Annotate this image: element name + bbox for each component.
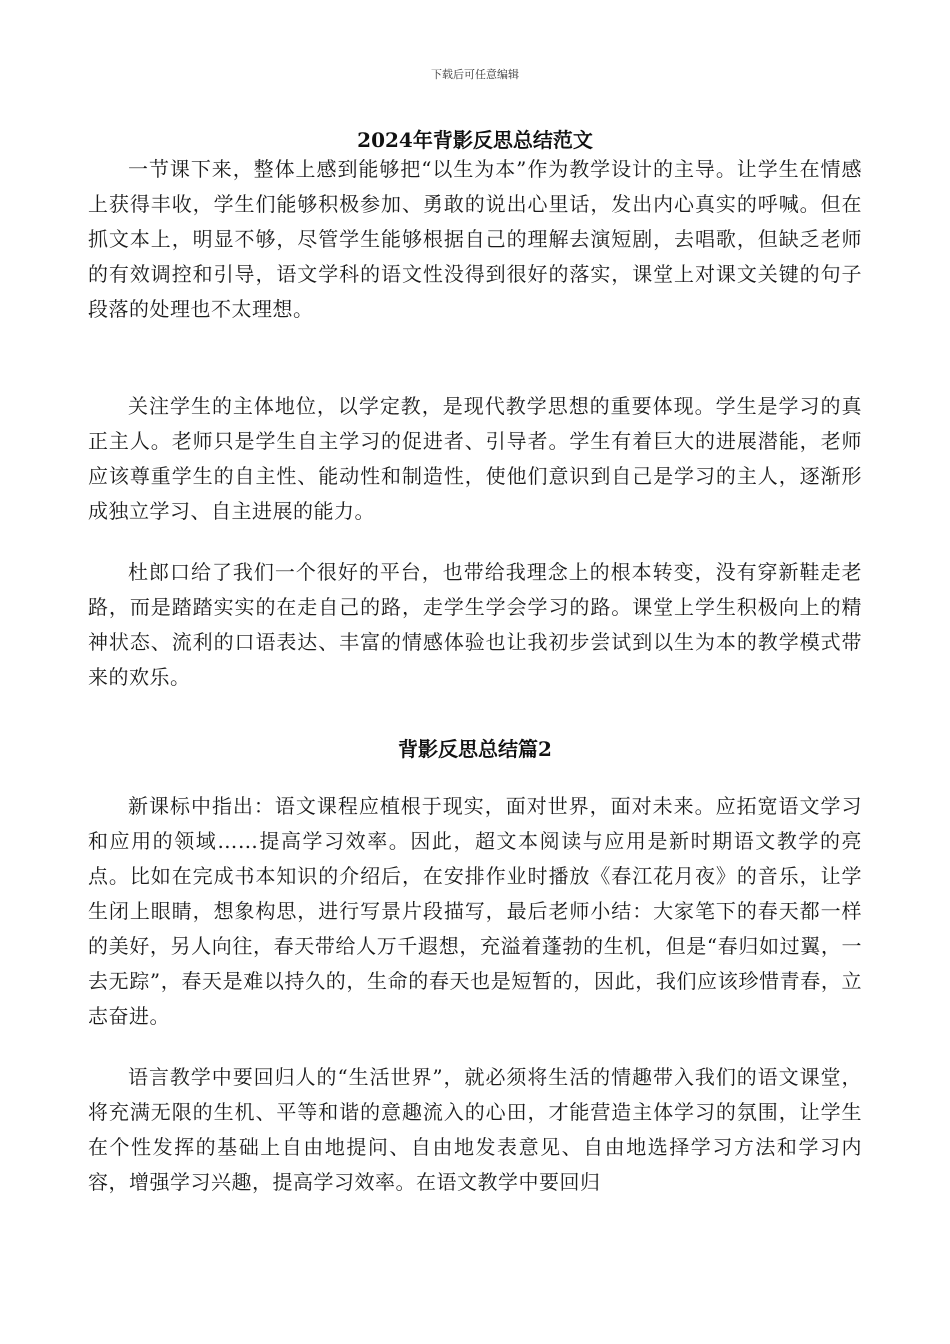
- paragraph-4: 新课标中指出：语文课程应植根于现实，面对世界，面对未来。应拓宽语文学习和应用的领域……提高学习效率。因此，超文本阅读与应用是新时期语文教学的亮点。比如在完成书本知识的介绍后，在安排作业时播放《春江花月夜》的音乐，让学生闭上眼睛，想象构思，进行写景片段描写，最后老师小结：大家笔下的春天都一样的美好，另人向往，春天带给人万千遐想，充溢着蓬勃的生机，但是“春归如过翼，一去无踪”，春天是难以持久的，生命的春天也是短暂的，因此，我们应该珍惜青春，立志奋进。: [88, 794, 862, 1028]
- document-title: 2024年背影反思总结范文: [357, 128, 593, 152]
- section-2-title: 背影反思总结篇2: [398, 737, 552, 761]
- paragraph-1: 一节课下来，整体上感到能够把“以生为本”作为教学设计的主导。让学生在情感上获得丰收，学生们能够积极参加、勇敢的说出心里话，发出内心真实的呼喊。但在抓文本上，明显不够，尽管学生能够根据自己的理解去演短剧，去唱歌，但缺乏老师的有效调控和引导，语文学科的语文性没得到很好的落实，课堂上对课文关键的句子段落的处理也不太理想。: [88, 157, 862, 321]
- paragraph-3: 杜郎口给了我们一个很好的平台，也带给我理念上的根本转变，没有穿新鞋走老路，而是踏踏实实的在走自己的路，走学生学会学习的路。课堂上学生积极向上的精神状态、流利的口语表达、丰富的情感体验也让我初步尝试到以生为本的教学模式带来的欢乐。: [88, 560, 862, 689]
- header-note: 下载后可任意编辑: [431, 68, 519, 81]
- paragraph-5: 语言教学中要回归人的“生活世界”，就必须将生活的情趣带入我们的语文课堂，将充满无限的生机、平等和谐的意趣流入的心田，才能营造主体学习的氛围，让学生在个性发挥的基础上自由地提问、自由地发表意见、自由地选择学习方法和学习内容，增强学习兴趣，提高学习效率。在语文教学中要回归: [88, 1065, 862, 1194]
- paragraph-2: 关注学生的主体地位，以学定教，是现代教学思想的重要体现。学生是学习的真正主人。老师只是学生自主学习的促进者、引导者。学生有着巨大的进展潜能，老师应该尊重学生的自主性、能动性和制造性，使他们意识到自己是学习的主人，逐渐形成独立学习、自主进展的能力。: [88, 394, 862, 523]
